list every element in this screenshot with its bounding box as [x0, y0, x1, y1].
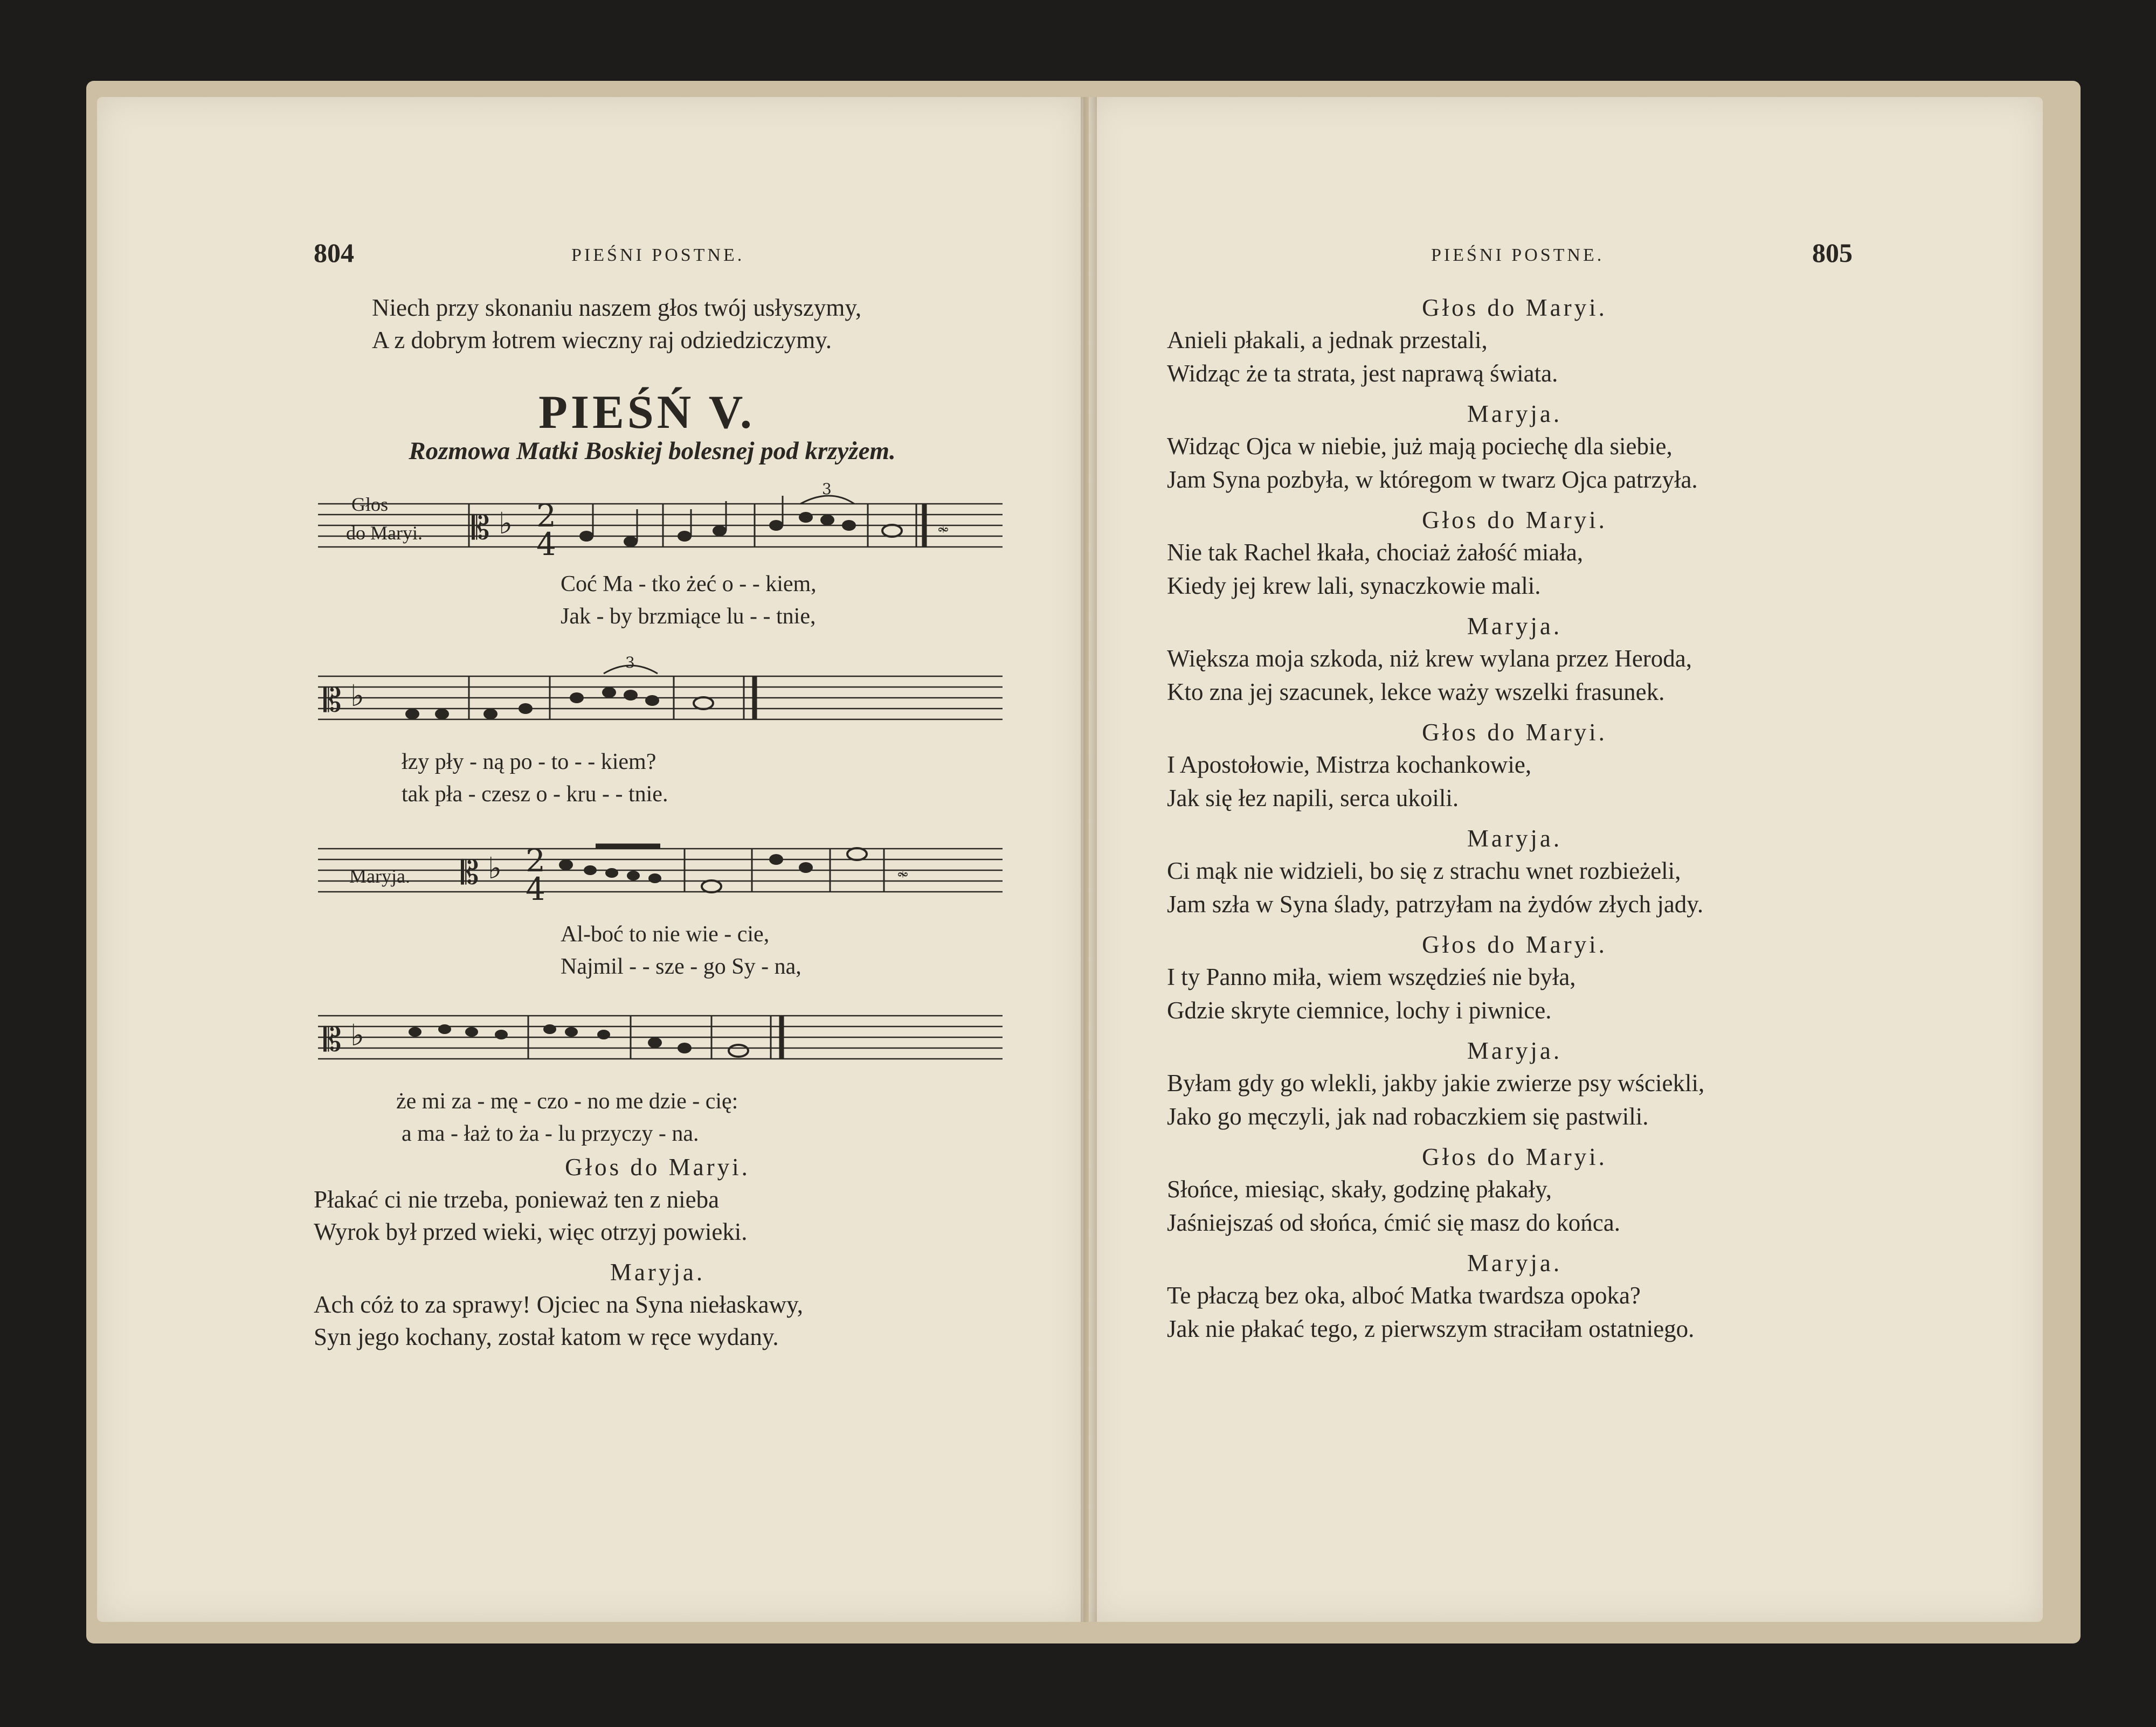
left-dialogue-1-line-2: Wyrok był przed wieki, więc otrzyj powieki.: [314, 1218, 748, 1245]
right-dialogue-10-line-1: Te płaczą bez oka, alboć Matka twardsza opoka?: [1167, 1282, 1641, 1309]
opening-line-2: A z dobrym łotrem wieczny raj odziedziczymy.: [372, 327, 832, 353]
svg-text:♭: ♭: [488, 851, 502, 885]
book-gutter: [1081, 97, 1097, 1622]
system2-lyrics-verse2: tak pła - czesz o - kru - - tnie.: [402, 782, 668, 807]
left-dialogue-2-line-1: Ach cóż to za sprawy! Ojciec na Syna niełaskawy,: [314, 1291, 803, 1318]
song-subtitle: Rozmowa Matki Boskiej bolesnej pod krzyżem.: [409, 437, 896, 465]
left-dialogue-1-line-1: Płakać ci nie trzeba, ponieważ ten z nieba: [314, 1186, 720, 1213]
right-speaker-7: Głos do Maryi.: [1422, 931, 1607, 958]
right-dialogue-1-line-2: Widząc że ta strata, jest naprawą świata.: [1167, 360, 1558, 387]
left-page-number: 804: [314, 238, 354, 268]
svg-text:𝆙: 𝆙: [897, 861, 908, 883]
music-staff-system-4: [318, 1000, 1003, 1080]
triplet-mark-1: 3: [822, 480, 832, 498]
system1-lyrics-verse2: Jak - by brzmiące lu - - tnie,: [561, 604, 816, 629]
right-dialogue-8-line-2: Jako go męczyli, jak nad robaczkiem się pastwili.: [1167, 1103, 1649, 1130]
right-speaker-10: Maryja.: [1467, 1250, 1563, 1277]
right-dialogue-6-line-1: Ci mąk nie widzieli, bo się z strachu wnet rozbieżeli,: [1167, 857, 1681, 884]
right-speaker-3: Głos do Maryi.: [1422, 507, 1607, 533]
right-dialogue-6-line-2: Jam szła w Syna ślady, patrzyłam na żydów złych jady.: [1167, 891, 1704, 918]
time-signature-top-2: 2: [526, 842, 545, 879]
svg-text:𝄡: 𝄡: [461, 854, 479, 892]
right-speaker-1: Głos do Maryi.: [1422, 294, 1607, 321]
right-dialogue-8-line-1: Byłam gdy go wlekli, jakby jakie zwierze psy wściekli,: [1167, 1070, 1705, 1097]
system2-lyrics-verse1: łzy pły - ną po - to - - kiem?: [402, 750, 657, 774]
right-speaker-2: Maryja.: [1467, 400, 1563, 427]
svg-text:♭: ♭: [350, 678, 364, 713]
svg-text:𝆙: 𝆙: [938, 516, 949, 538]
time-signature-bottom-2: 4: [526, 871, 545, 907]
music-staff-system-3: [318, 833, 1003, 913]
right-dialogue-5-line-1: I Apostołowie, Mistrza kochankowie,: [1167, 751, 1532, 778]
right-speaker-4: Maryja.: [1467, 613, 1563, 640]
right-speaker-8: Maryja.: [1467, 1037, 1563, 1064]
left-speaker-2: Maryja.: [610, 1259, 706, 1286]
svg-text:𝄡: 𝄡: [323, 682, 342, 719]
right-dialogue-2-line-2: Jam Syna pozbyła, w któregom w twarz Ojca patrzyła.: [1167, 466, 1698, 493]
music-staff-system-2: [318, 654, 1003, 741]
right-dialogue-5-line-2: Jak się łez napili, serca ukoili.: [1167, 785, 1459, 812]
right-dialogue-9-line-2: Jaśniejszaś od słońca, ćmić się masz do końca.: [1167, 1209, 1621, 1236]
music-staff-system-1: [318, 480, 1003, 568]
left-running-head: PIEŚNI POSTNE.: [571, 245, 745, 265]
right-speaker-9: Głos do Maryi.: [1422, 1143, 1607, 1170]
voice2-label: Maryja.: [349, 865, 410, 887]
right-speaker-6: Maryja.: [1467, 825, 1563, 852]
left-dialogue-2-line-2: Syn jego kochany, został katom w ręce wydany.: [314, 1323, 779, 1350]
system4-lyrics-verse2: a ma - łaż to ża - lu przyczy - na.: [402, 1121, 699, 1146]
time-signature-bottom: 4: [536, 526, 556, 563]
svg-text:♭: ♭: [350, 1018, 364, 1052]
triplet-mark-2: 3: [625, 654, 635, 671]
right-dialogue-7-line-1: I ty Panno miła, wiem wszędzieś nie była,: [1167, 963, 1576, 990]
right-dialogue-7-line-2: Gdzie skryte ciemnice, lochy i piwnice.: [1167, 997, 1552, 1024]
voice1-label-line2: do Maryi.: [346, 522, 423, 544]
right-dialogue-1-line-1: Anieli płakali, a jednak przestali,: [1167, 327, 1488, 353]
right-dialogue-3-line-1: Nie tak Rachel łkała, chociaż żałość miała,: [1167, 539, 1584, 566]
opening-line-1: Niech przy skonaniu naszem głos twój usłyszymy,: [372, 294, 862, 321]
right-dialogue-4-line-1: Większa moja szkoda, niż krew wylana przez Heroda,: [1167, 645, 1692, 672]
right-dialogue-9-line-1: Słońce, miesiąc, skały, godzinę płakały,: [1167, 1176, 1552, 1203]
svg-text:𝄡: 𝄡: [472, 509, 490, 547]
voice1-label-line1: Głos: [351, 494, 389, 515]
system4-lyrics-verse1: że mi za - mę - czo - no me dzie - cię:: [396, 1089, 738, 1114]
right-running-head: PIEŚNI POSTNE.: [1431, 245, 1605, 265]
right-page-number: 805: [1812, 238, 1853, 268]
left-speaker-1: Głos do Maryi.: [565, 1154, 750, 1181]
system1-lyrics-verse1: Coć Ma - tko żeć o - - kiem,: [561, 572, 817, 597]
right-dialogue-3-line-2: Kiedy jej krew lali, synaczkowie mali.: [1167, 572, 1541, 599]
right-dialogue-2-line-1: Widząc Ojca w niebie, już mają pociechę dla siebie,: [1167, 433, 1673, 460]
svg-text:𝄡: 𝄡: [323, 1021, 342, 1059]
svg-text:♭: ♭: [499, 506, 513, 540]
right-dialogue-10-line-2: Jak nie płakać tego, z pierwszym straciłam ostatniego.: [1167, 1315, 1695, 1342]
song-title: PIEŚŃ V.: [538, 386, 755, 439]
right-dialogue-4-line-2: Kto zna jej szacunek, lekce waży wszelki frasunek.: [1167, 678, 1665, 705]
system3-lyrics-verse1: Al-boć to nie wie - cie,: [561, 922, 770, 947]
system3-lyrics-verse2: Najmil - - sze - go Sy - na,: [561, 954, 801, 979]
time-signature-top: 2: [536, 497, 556, 534]
right-speaker-5: Głos do Maryi.: [1422, 719, 1607, 746]
